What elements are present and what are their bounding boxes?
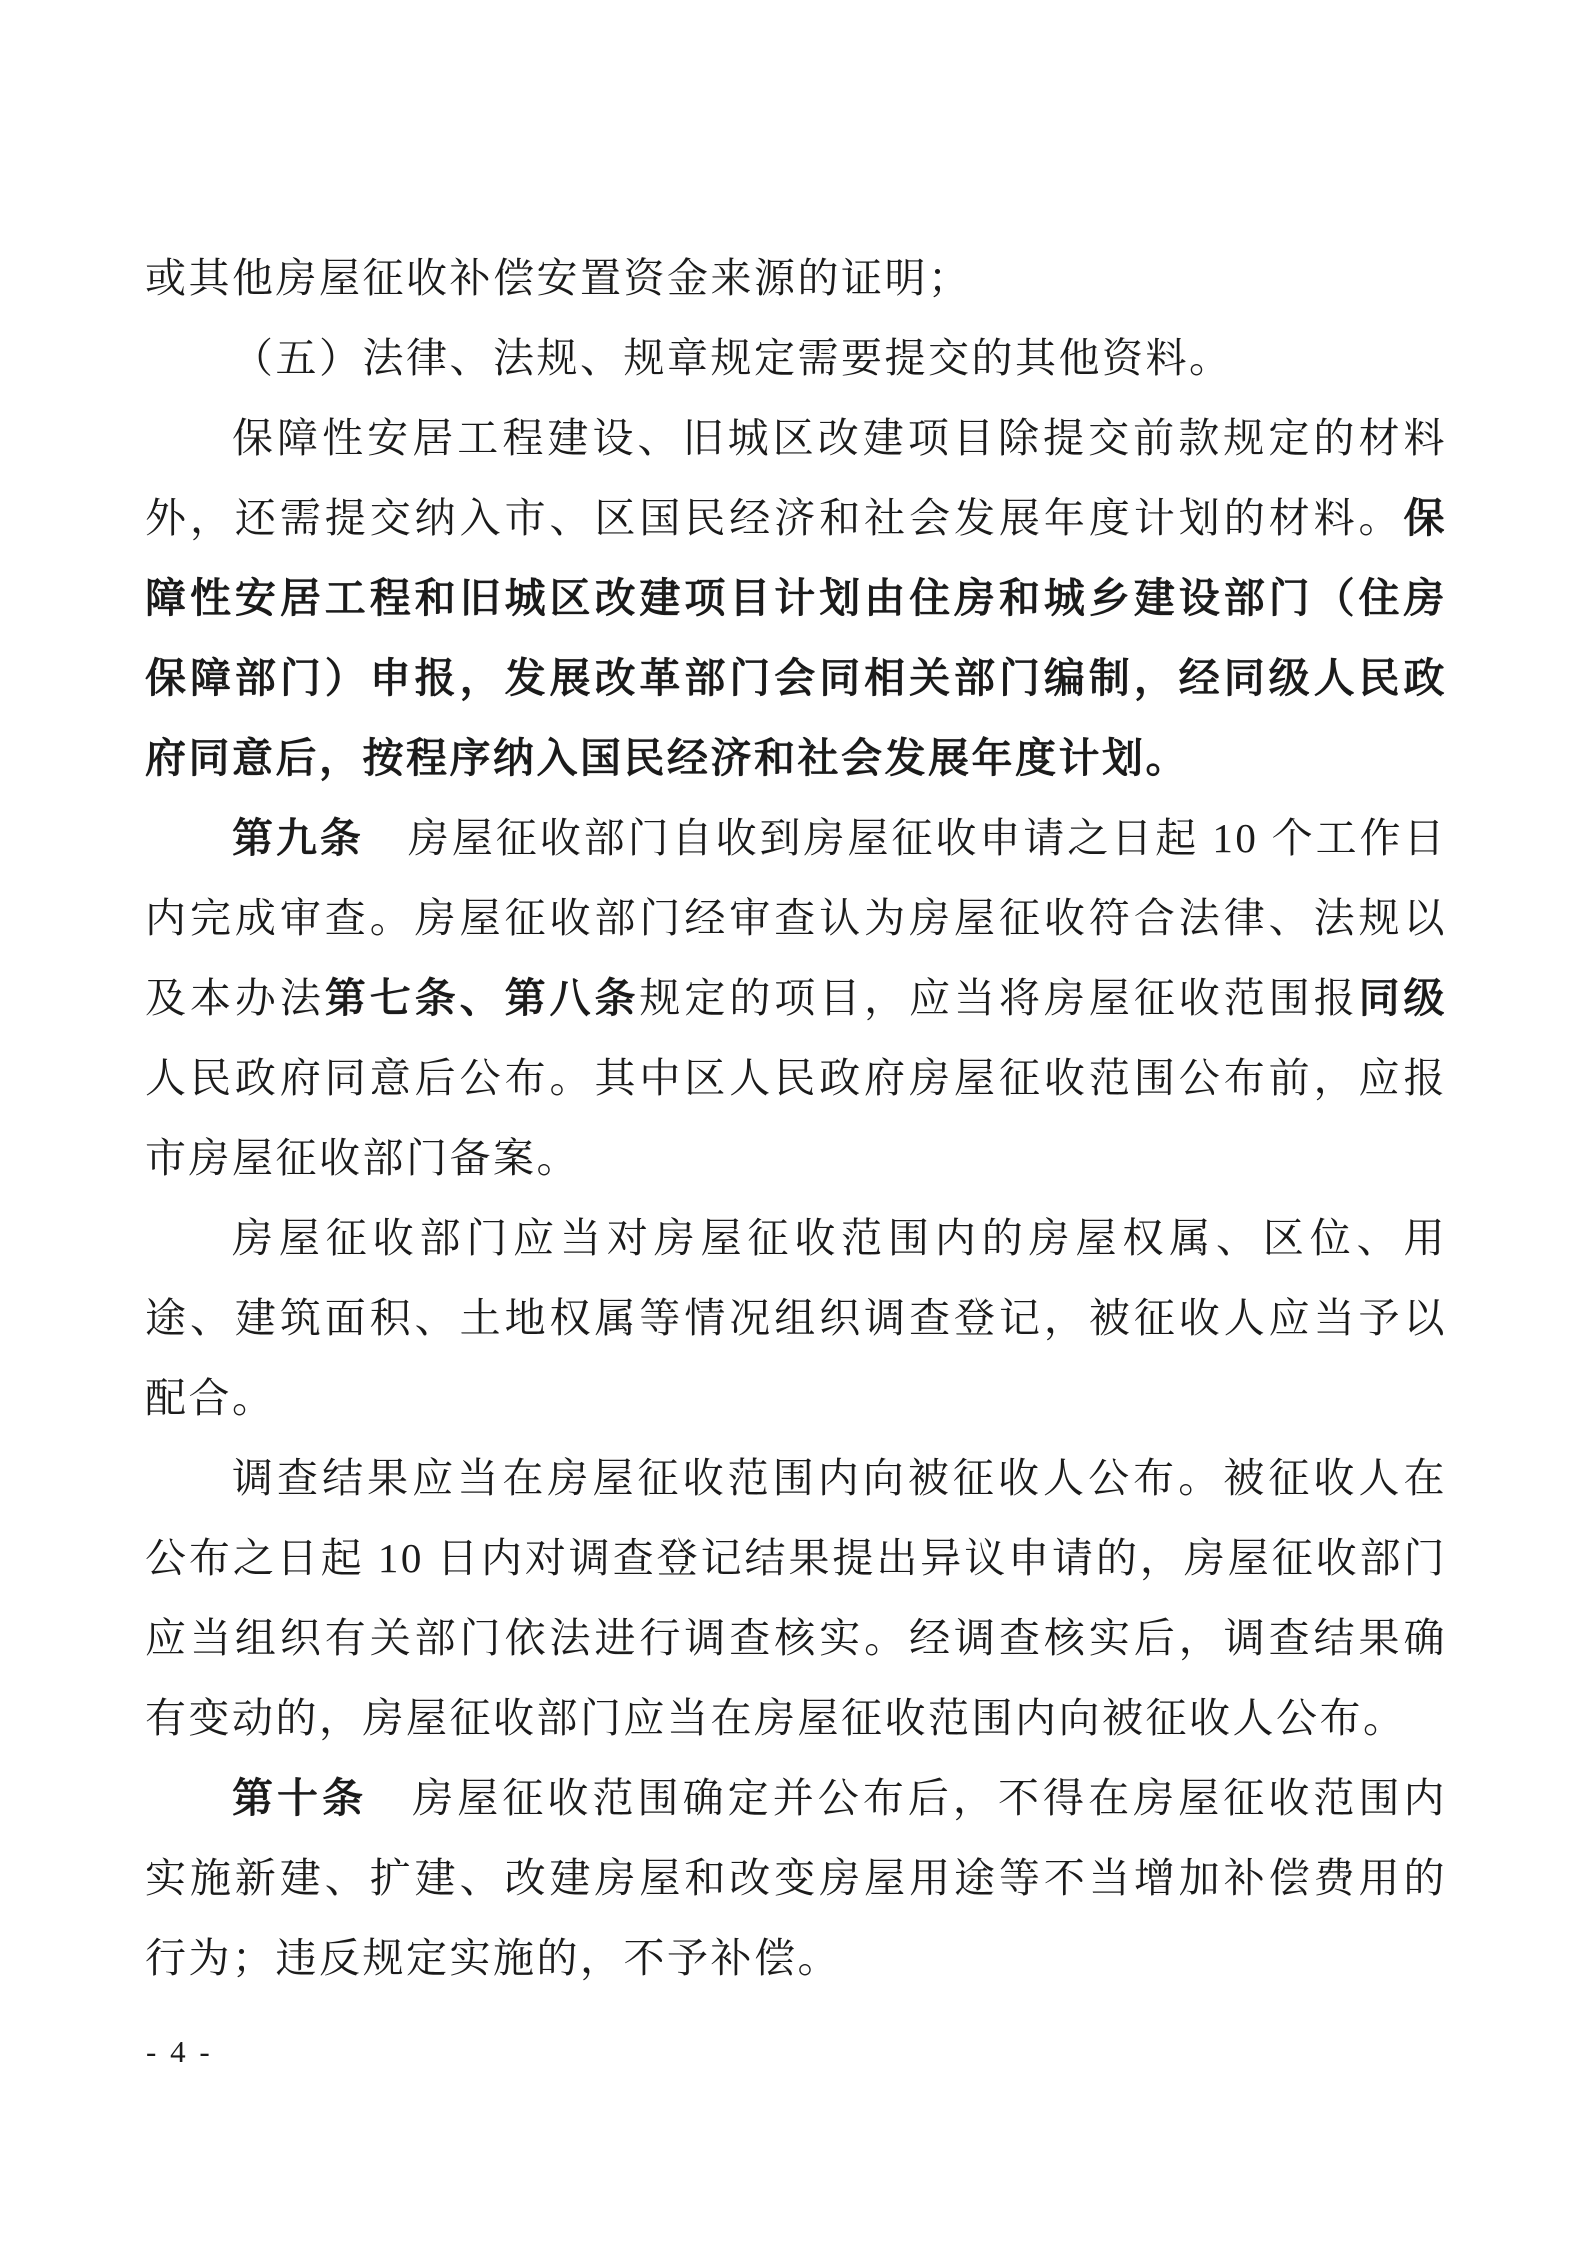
text-run: 调查结果应当在房屋征收范围内向被征收人公布。被征收人在公布之日起 10 日内对调查登记结果提出异议申请的，房屋征收部门应当组织有关部门依法进行调查核实。经调查核实后，调查结果确有变动的，房屋征收部门应当在房屋征收范围内向被征收人公布。: [145, 1455, 1447, 1741]
text-run: （五）法律、法规、规章规定需要提交的其他资料。: [232, 335, 1233, 381]
text-run: 规定的项目，应当将房屋征收范围报: [639, 975, 1359, 1021]
text-run: 房屋征收部门自收到房屋征收申请之日起 10 个工作日内完成审查。房屋征收部门经审查认为房屋征收符合法律、法规以及本办法: [145, 815, 1447, 1021]
paragraph: [145, 398, 1447, 798]
paragraph: [145, 318, 1447, 398]
bold-text-run: 第九条: [232, 815, 364, 861]
document-body: [145, 238, 1447, 1998]
paragraph: [145, 1198, 1447, 1438]
bold-text-run: 第七条、第八条: [324, 975, 640, 1021]
paragraph: [145, 798, 1447, 1198]
text-run: 房屋征收部门应当对房屋征收范围内的房屋权属、区位、用途、建筑面积、土地权属等情况组织调查登记，被征收人应当予以配合。: [145, 1215, 1447, 1421]
text-run: 人民政府同意后公布。其中区人民政府房屋征收范围公布前，应报市房屋征收部门备案。: [145, 1055, 1447, 1181]
bold-text-run: 第十条: [232, 1775, 368, 1821]
text-run: 保障性安居工程建设、旧城区改建项目除提交前款规定的材料外，还需提交纳入市、区国民经济和社会发展年度计划的材料。: [145, 415, 1447, 541]
text-run: 房屋征收范围确定并公布后，不得在房屋征收范围内实施新建、扩建、改建房屋和改变房屋用途等不当增加补偿费用的行为；违反规定实施的，不予补偿。: [145, 1775, 1448, 1981]
bold-text-run: 同级: [1358, 975, 1448, 1021]
paragraph: [145, 1438, 1447, 1758]
bold-text-run: 保障性安居工程和旧城区改建项目计划由住房和城乡建设部门（住房保障部门）申报，发展改革部门会同相关部门编制，经同级人民政府同意后，按程序纳入国民经济和社会发展年度计划。: [145, 495, 1447, 781]
paragraph: [145, 1758, 1447, 1998]
text-run: 或其他房屋征收补偿安置资金来源的证明；: [145, 255, 972, 301]
page-number: - 4 -: [146, 2034, 213, 2069]
paragraph: [145, 238, 1447, 318]
